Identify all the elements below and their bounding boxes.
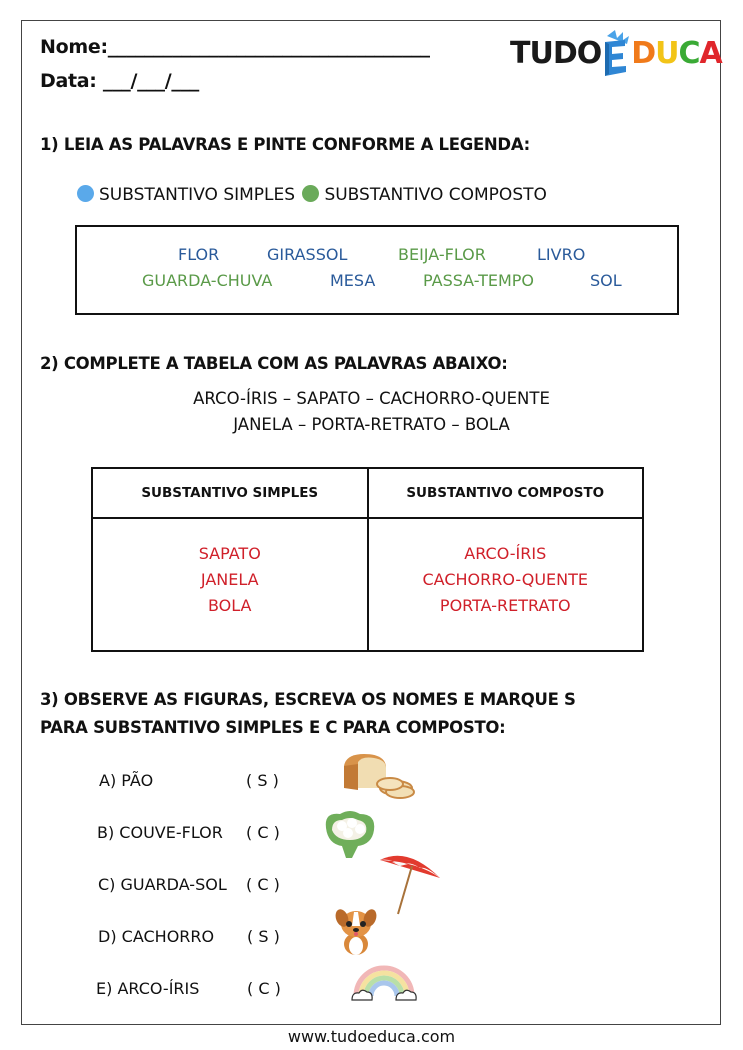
logo-letter-a: A [699,35,722,71]
word-item: LIVRO [537,245,586,264]
item-label: D) CACHORRO [98,927,215,946]
tudoeduca-logo [510,30,722,76]
answer-word: JANELA [200,570,259,589]
legend-composto-label: SUBSTANTIVO COMPOSTO [324,185,547,205]
item-label: C) GUARDA-SOL [98,875,227,894]
table-header-composto: SUBSTANTIVO COMPOSTO [368,468,644,518]
logo-letter-u: U [655,35,679,71]
answer-word: SAPATO [198,544,261,563]
logo-text-tudo: TUDO [510,35,602,71]
rainbow-icon [350,962,418,1004]
section2-title: 2) COMPLETE A TABELA COM AS PALAVRAS ABAIXO: [40,354,508,373]
table-cell-simples [92,518,368,651]
bread-icon [340,752,416,800]
logo-letter-d: D [631,35,656,71]
word-item: GIRASSOL [267,245,348,264]
word-item: SOL [590,271,622,290]
item-answer: ( C ) [246,823,280,842]
table-cell-composto [368,518,644,651]
item-answer: ( C ) [247,979,281,998]
puppy-icon [334,904,378,958]
classification-table [91,467,644,652]
name-field-label: Nome:___________________________________ [40,36,430,58]
section3-title-line1: 3) OBSERVE AS FIGURAS, ESCREVA OS NOMES E MARQUE S [40,690,576,709]
item-answer: ( S ) [246,771,279,790]
legend [77,185,547,205]
word-item: MESA [330,271,376,290]
item-answer: ( C ) [246,875,280,894]
green-circle-icon [302,185,319,202]
item-label: E) ARCO-ÍRIS [96,979,200,998]
logo-letter-c: C [678,35,700,71]
legend-simples-label: SUBSTANTIVO SIMPLES [99,185,296,205]
item-answer: ( S ) [247,927,280,946]
footer-url: www.tudoeduca.com [287,1027,456,1046]
beach-umbrella-icon [378,852,444,916]
item-label: A) PÃO [99,771,154,790]
section1-title: 1) LEIA AS PALAVRAS E PINTE CONFORME A LEGENDA: [40,135,530,154]
answer-word: ARCO-ÍRIS [464,544,547,563]
word-item: PASSA-TEMPO [423,271,535,290]
word-box [75,225,679,315]
answer-word: CACHORRO-QUENTE [422,570,589,589]
word-item: GUARDA-CHUVA [142,271,273,290]
word-item: FLOR [178,245,220,264]
cauliflower-icon [322,808,378,860]
book-e-icon [601,30,631,76]
section3-title-line2: PARA SUBSTANTIVO SIMPLES E C PARA COMPOSTO: [40,718,506,737]
item-label: B) COUVE-FLOR [97,823,223,842]
blue-circle-icon [77,185,94,202]
answer-word: BOLA [207,596,252,615]
date-field-label: Data: ___/___/___ [40,70,199,92]
word-list-line2: JANELA – PORTA-RETRATO – BOLA [233,415,510,434]
word-list-line1: ARCO-ÍRIS – SAPATO – CACHORRO-QUENTE [193,389,550,408]
word-item: BEIJA-FLOR [398,245,486,264]
answer-word: PORTA-RETRATO [439,596,571,615]
table-header-simples: SUBSTANTIVO SIMPLES [92,468,368,518]
